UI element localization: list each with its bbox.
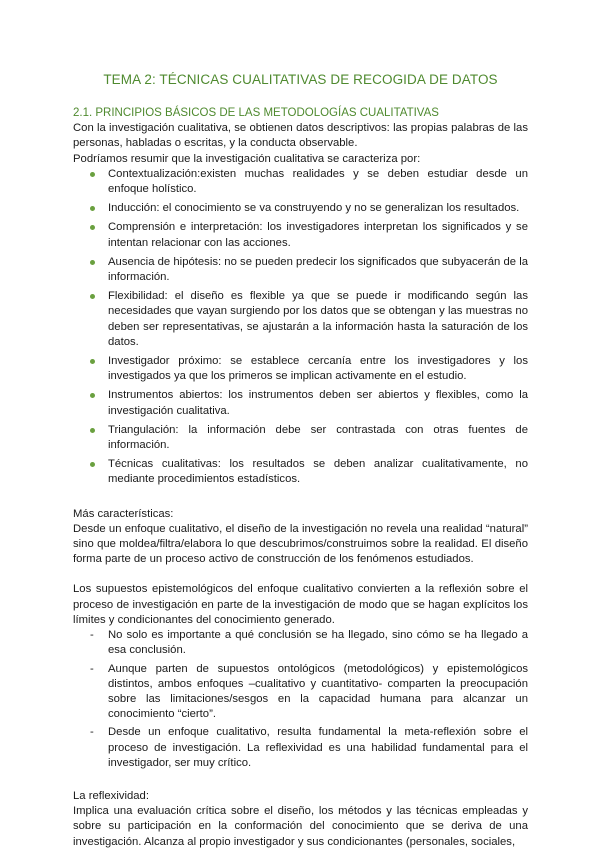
bullet-icon <box>90 294 95 299</box>
dash-icon: - <box>90 726 94 739</box>
bullet-icon <box>90 172 95 177</box>
document-body <box>73 106 528 850</box>
list-item-text: No solo es importante a qué conclusión se ha llegado, sino cómo se ha llegado a esa conclusión. <box>108 629 528 657</box>
list-item <box>73 725 528 771</box>
epistemology-paragraph: Los supuestos epistemológicos del enfoque cualitativo convierten a la reflexión sobre el proceso de investigación en parte de la investigación de modo que se hagan explícitos los límites y condicionantes del conocimiento generado. <box>73 583 528 626</box>
list-item <box>73 388 528 418</box>
list-item <box>73 662 528 723</box>
summary-lead: Podríamos resumir que la investigación cualitativa se caracteriza por: <box>73 152 421 165</box>
list-item-text: Comprensión e interpretación: los investigadores interpretan los significados y se intentan relacionar con las acciones. <box>108 221 528 249</box>
list-item-text: Inducción: el conocimiento se va construyendo y no se generalizan los resultados. <box>108 202 520 215</box>
list-item-text: Contextualización:existen muchas realidades y se deben estudiar desde un enfoque holístico. <box>108 167 528 196</box>
list-item-text: Instrumentos abiertos: los instrumentos deben ser abiertos y flexibles, como la investigación cualitativa. <box>108 389 528 417</box>
list-item <box>73 220 528 250</box>
dash-list <box>73 628 528 771</box>
more-label: Más características: <box>73 507 174 520</box>
list-item-text: Ausencia de hipótesis: no se pueden predecir los significados que subyacerán de la información. <box>108 255 528 284</box>
list-item-text: Flexibilidad: el diseño es flexible ya que se puede ir modificando según las necesidades que vayan surgiendo por los datos que se obtengan y las muestras no deben ser representativas, se ajustarán a la información hasta la saturación de los datos. <box>108 290 528 348</box>
list-item <box>73 255 528 285</box>
more-paragraph: Desde un enfoque cualitativo, el diseño de la investigación no revela una realidad “natural” sino que moldea/filtra/elabora lo que descubrimos/construimos sobre la realidad. El diseño forma parte de un proceso activo de construcción de los fenómenos estudiados. <box>73 522 528 566</box>
reflexivity-label: La reflexividad: <box>73 789 149 802</box>
section-heading: 2.1. PRINCIPIOS BÁSICOS DE LAS METODOLOGÍAS CUALITATIVAS <box>73 107 439 119</box>
list-item <box>73 423 528 453</box>
characteristics-list <box>73 167 528 488</box>
bullet-icon <box>90 359 95 364</box>
bullet-icon <box>90 393 95 398</box>
page-title: TEMA 2: TÉCNICAS CUALITATIVAS DE RECOGIDA DE DATOS <box>103 72 498 87</box>
dash-icon: - <box>90 662 94 675</box>
list-item-text: Desde un enfoque cualitativo, resulta fundamental la meta-reflexión sobre el proceso de investigación. La reflexividad es una habilidad fundamental para el investigador, ser muy crítico. <box>108 726 528 769</box>
dash-icon: - <box>90 629 94 642</box>
intro-paragraph: Con la investigación cualitativa, se obtienen datos descriptivos: las propias palabras de las personas, habladas o escritas, y la conducta observable. <box>73 122 528 150</box>
bullet-icon <box>90 225 95 230</box>
reflexivity-paragraph: Implica una evaluación crítica sobre el diseño, los métodos y las técnicas empleadas y sobre su participación en la conformación del conocimiento que se deriva de una investigación. Alcanza al propio investigador y sus condicionantes (personales, sociales, <box>73 805 528 848</box>
list-item <box>73 167 528 197</box>
list-item-text: Investigador próximo: se establece cercanía entre los investigadores y los investigados ya que los primeros se implican activamente en el estudio. <box>108 355 528 383</box>
bullet-icon <box>90 428 95 433</box>
bullet-icon <box>90 462 95 467</box>
list-item <box>73 457 528 487</box>
bullet-icon <box>90 206 95 211</box>
list-item-text: Técnicas cualitativas: los resultados se deben analizar cualitativamente, no mediante procedimientos estadísticos. <box>108 458 528 486</box>
list-item <box>73 628 528 658</box>
list-item <box>73 354 528 384</box>
list-item <box>73 201 528 216</box>
list-item-text: Triangulación: la información debe ser contrastada con otras fuentes de información. <box>108 423 528 452</box>
list-item <box>73 289 528 350</box>
list-item-text: Aunque parten de supuestos ontológicos (metodológicos) y epistemológicos distintos, ambos enfoques –cualitativo y cuantitativo- comparten la preocupación sobre las limitaciones/sesgos en la capacidad humana para alcanzar un conocimiento “cierto”. <box>108 662 528 721</box>
bullet-icon <box>90 260 95 265</box>
